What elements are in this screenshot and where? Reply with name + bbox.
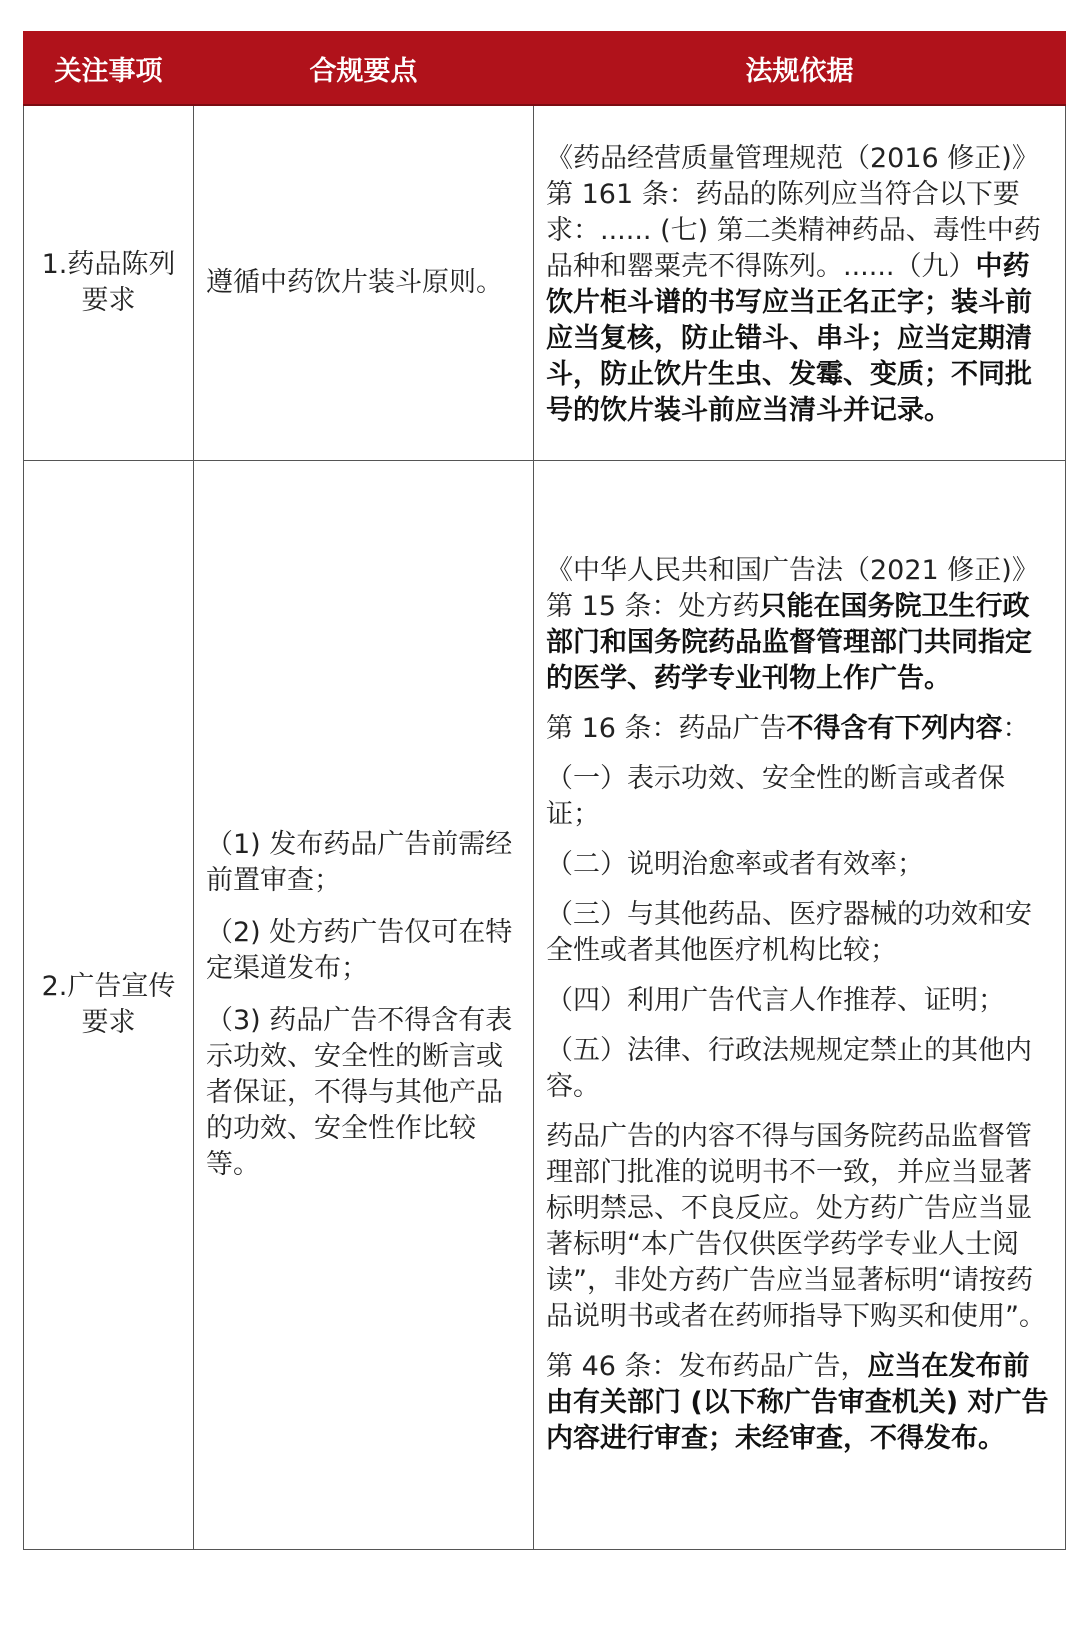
basis-emphasis: 不得含有下列内容 <box>786 713 1003 744</box>
table-row <box>24 461 1066 1550</box>
basis-text: 第 46 条：发布药品广告， <box>546 1351 868 1382</box>
points-cell <box>194 461 534 1550</box>
basis-text: 第 16 条：药品广告 <box>546 713 787 744</box>
basis-list-item: （五）法律、行政法规规定禁止的其他内容。 <box>546 1035 1032 1102</box>
point-text: （3) 药品广告不得含有表示功效、安全性的断言或者保证，不得与其他产品的功效、安全性作比较等。 <box>206 1005 513 1180</box>
basis-list-item: （三）与其他药品、医疗器械的功效和安全性或者其他医疗机构比较； <box>546 899 1032 966</box>
basis-paragraph <box>546 141 1053 429</box>
basis-emphasis: 应当在发布前由有关部门 (以下称广告审查机关) 对广告内容进行审查；未经审查，不得发布。 <box>546 1351 1049 1454</box>
basis-emphasis: 只能在国务院卫生行政部门和国务院药品监督管理部门共同指定的医学、药学专业刊物上作广告。 <box>546 591 1032 694</box>
basis-text: ： <box>1002 713 1030 744</box>
basis-text: 《药品经营质量管理规范（2016 修正)》第 161 条：药品的陈列应当符合以下要求：...... (七) 第二类精神药品、毒性中药品种和罂粟壳不得陈列。......（九） <box>546 143 1041 282</box>
table-header-row <box>24 32 1066 106</box>
table-row <box>24 105 1066 461</box>
regulation-table <box>23 31 1066 1550</box>
basis-list-item: （一）表示功效、安全性的断言或者保证； <box>546 763 1005 830</box>
basis-list-item: （二）说明治愈率或者有效率； <box>546 849 924 880</box>
basis-paragraph <box>546 1349 1053 1457</box>
basis-cell <box>534 461 1066 1550</box>
header-compliance-points: 合规要点 <box>194 32 534 106</box>
point-text: 遵循中药饮片装斗原则。 <box>206 267 503 298</box>
header-legal-basis: 法规依据 <box>534 32 1066 106</box>
topic-cell: 1.药品陈列要求 <box>24 105 194 461</box>
basis-emphasis: 中药饮片柜斗谱的书写应当正名正字；装斗前应当复核，防止错斗、串斗；应当定期清斗，防止饮片生虫、发霉、变质；不同批号的饮片装斗前应当清斗并记录。 <box>546 251 1032 426</box>
basis-paragraph: 药品广告的内容不得与国务院药品监督管理部门批准的说明书不一致，并应当显著标明禁忌、不良反应。处方药广告应当显著标明“本广告仅供医学药学专业人士阅读”，非处方药广告应当显著标明“请按药品说明书或者在药师指导下购买和使用”。 <box>546 1121 1046 1332</box>
header-topic: 关注事项 <box>24 32 194 106</box>
point-text: （2) 处方药广告仅可在特定渠道发布； <box>206 917 513 984</box>
point-text: （1) 发布药品广告前需经前置审查； <box>206 829 513 896</box>
points-cell <box>194 105 534 461</box>
basis-text: 《中华人民共和国广告法（2021 修正)》第 15 条：处方药 <box>546 555 1039 622</box>
basis-paragraph <box>546 711 1053 747</box>
basis-list-item: （四）利用广告代言人作推荐、证明； <box>546 985 1005 1016</box>
basis-cell <box>534 105 1066 461</box>
basis-paragraph <box>546 553 1053 697</box>
topic-cell: 2.广告宣传要求 <box>24 461 194 1550</box>
